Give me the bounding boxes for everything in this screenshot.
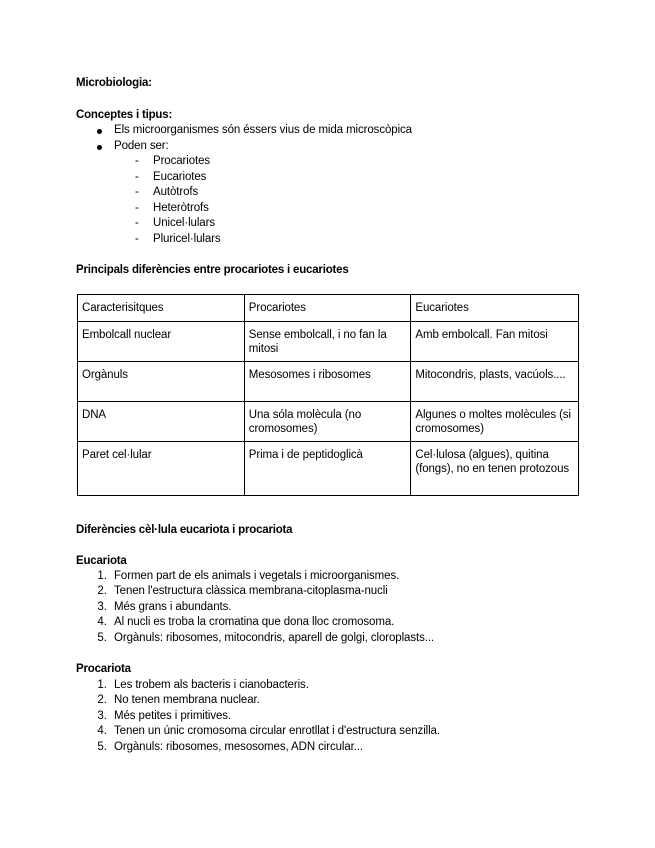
- sub-item: Procariotes: [153, 155, 211, 167]
- list-item: No tenen membrana nuclear.: [114, 694, 260, 706]
- list-number: 2.: [97, 585, 107, 597]
- table-cell: Algunes o moltes molècules (si cromosomes): [411, 402, 579, 442]
- table-cell: Una sóla molècula (no cromosomes): [244, 402, 411, 442]
- list-item: Tenen l'estructura clàssica membrana-citoplasma-nucli: [114, 585, 388, 597]
- list-number: 5.: [97, 632, 107, 644]
- dash-icon: -: [135, 171, 139, 183]
- table-header-cell: Procariotes: [244, 295, 411, 322]
- bullet-icon: [97, 145, 102, 150]
- list-item: Al nucli es troba la cromatina que dona lloc cromosoma.: [114, 616, 395, 628]
- sub-item: Unicel·lulars: [153, 217, 215, 229]
- table-header-cell: Eucariotes: [411, 295, 579, 322]
- list-number: 4.: [97, 725, 107, 737]
- table-cell: Prima i de peptidoglicà: [244, 442, 411, 496]
- procariota-heading: Procariota: [76, 663, 131, 675]
- sub-item: Heteròtrofs: [153, 202, 209, 214]
- table-row: [78, 322, 579, 362]
- list-item: Orgànuls: ribosomes, mesosomes, ADN circular...: [114, 741, 364, 753]
- table-header-row: [78, 295, 579, 322]
- sub-item: Pluricel·lulars: [153, 233, 221, 245]
- table-cell: DNA: [78, 402, 245, 442]
- list-number: 1.: [97, 570, 107, 582]
- table-row: [78, 402, 579, 442]
- list-number: 3.: [97, 601, 107, 613]
- list-item: Formen part de els animals i vegetals i microorganismes.: [114, 570, 400, 582]
- list-number: 5.: [97, 741, 107, 753]
- list-item: Més grans i abundants.: [114, 601, 232, 613]
- eucariota-heading: Eucariota: [76, 555, 127, 567]
- concepts-heading: Conceptes i tipus:: [76, 109, 173, 121]
- table-cell: Mitocondris, plasts, vacúols....: [411, 362, 579, 402]
- list-number: 1.: [97, 679, 107, 691]
- list-number: 2.: [97, 694, 107, 706]
- bullet-item: Els microorganismes són éssers vius de mida microscòpica: [114, 124, 412, 136]
- bullet-item: Poden ser:: [114, 140, 169, 152]
- dash-icon: -: [135, 233, 139, 245]
- table-row: [78, 442, 579, 496]
- list-item: Tenen un únic cromosoma circular enrotllat i d'estructura senzilla.: [114, 725, 440, 737]
- table-cell: Mesosomes i ribosomes: [244, 362, 411, 402]
- table-row: [78, 362, 579, 402]
- table-cell: Cel·lulosa (algues), quitina (fongs), no en tenen protozous: [411, 442, 579, 496]
- table-cell: Amb embolcall. Fan mitosi: [411, 322, 579, 362]
- list-item: Orgànuls: ribosomes, mitocondris, aparell de golgi, cloroplasts...: [114, 632, 435, 644]
- document-title: Microbiologia:: [76, 77, 152, 89]
- list-number: 3.: [97, 710, 107, 722]
- table-heading: Principals diferències entre procariotes i eucariotes: [76, 264, 349, 276]
- bullet-icon: [97, 129, 102, 134]
- table-cell: Sense embolcall, i no fan la mitosi: [244, 322, 411, 362]
- table-header-cell: Caracterisitques: [78, 295, 245, 322]
- list-number: 4.: [97, 616, 107, 628]
- table-cell: Embolcall nuclear: [78, 322, 245, 362]
- dash-icon: -: [135, 186, 139, 198]
- differences-heading: Diferències cèl·lula eucariota i procariota: [76, 524, 293, 536]
- sub-item: Autòtrofs: [153, 186, 199, 198]
- list-item: Més petites i primitives.: [114, 710, 232, 722]
- table-cell: Orgànuls: [78, 362, 245, 402]
- sub-item: Eucariotes: [153, 171, 207, 183]
- dash-icon: -: [135, 155, 139, 167]
- dash-icon: -: [135, 202, 139, 214]
- list-item: Les trobem als bacteris i cianobacteris.: [114, 679, 309, 691]
- table-cell: Paret cel·lular: [78, 442, 245, 496]
- dash-icon: -: [135, 217, 139, 229]
- differences-table: [77, 294, 579, 496]
